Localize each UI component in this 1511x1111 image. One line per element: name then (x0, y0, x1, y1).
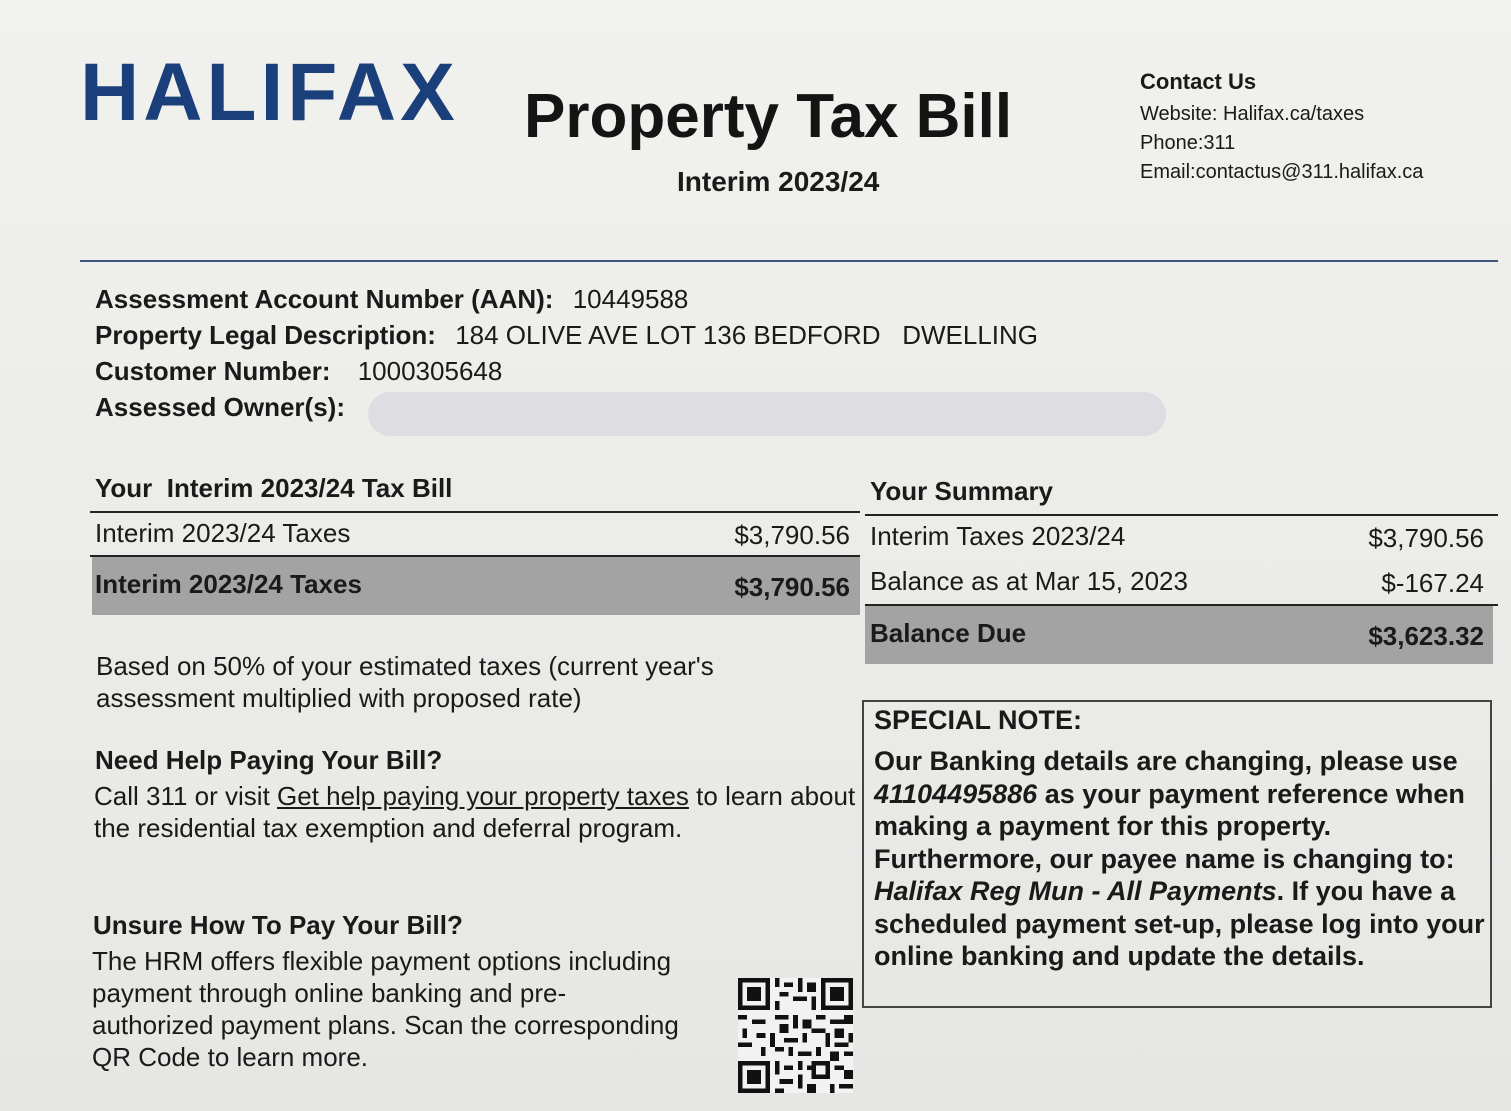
contact-phone: Phone:311 (1140, 132, 1236, 154)
owner-label: Assessed Owner(s): (95, 392, 345, 422)
pay-heading: Unsure How To Pay Your Bill? (93, 910, 463, 940)
summary-top-rule (865, 514, 1498, 516)
special-note-part3: . If you have a scheduled payment set-up, please log into your online banking and update the details. (874, 876, 1485, 971)
header-divider (80, 260, 1498, 262)
customer-number-value: 1000305648 (357, 356, 503, 386)
contact-website: Website: Halifax.ca/taxes (1140, 103, 1365, 125)
redacted-owner-name (368, 392, 1166, 436)
help-text-after: to learn about the residential tax exemption and deferral program. (94, 781, 856, 843)
payment-reference-number: 41104495886 (874, 778, 1038, 809)
customer-number-label: Customer Number: (95, 356, 331, 386)
tax-bill-top-rule (90, 511, 860, 513)
help-text (94, 780, 859, 844)
payee-name: Halifax Reg Mun - All Payments (874, 876, 1277, 906)
owner-row (95, 392, 345, 423)
summary-heading: Your Summary (870, 476, 1054, 506)
halifax-logo: HALIFAX (80, 47, 459, 138)
tax-bill-row-label: Interim 2023/24 Taxes (95, 518, 351, 548)
page-title: Property Tax Bill (524, 82, 1013, 151)
aan-value: 10449588 (572, 284, 689, 314)
legal-description-row (95, 320, 1038, 351)
special-note-heading: SPECIAL NOTE: (874, 705, 1083, 735)
qr-code-icon[interactable] (738, 978, 853, 1093)
aan-row (95, 284, 688, 315)
page-subtitle: Interim 2023/24 (677, 166, 880, 197)
summary-taxes-value: $3,790.56 (1368, 523, 1484, 553)
summary-balance-label: Balance as at Mar 15, 2023 (870, 566, 1188, 596)
special-note-text (874, 745, 1486, 973)
help-heading: Need Help Paying Your Bill? (95, 745, 443, 775)
help-text-before: Call 311 or visit (94, 781, 278, 811)
summary-balance-value: $-167.24 (1381, 568, 1484, 598)
aan-label: Assessment Account Number (AAN): (95, 284, 554, 314)
tax-bill-basis-note: Based on 50% of your estimated taxes (current year's assessment multiplied with proposed rate) (96, 651, 714, 713)
legal-description-value: 184 OLIVE AVE LOT 136 BEDFORD DWELLING (455, 320, 1039, 350)
pay-text: The HRM offers flexible payment options including payment through online banking and pre-authorized payment plans. Scan the corresponding QR Code to learn more. (92, 946, 679, 1072)
legal-description-label: Property Legal Description: (95, 320, 436, 350)
get-help-link[interactable]: Get help paying your property taxes (277, 781, 689, 811)
contact-email: Email:contactus@311.halifax.ca (1140, 161, 1424, 183)
summary-taxes-label: Interim Taxes 2023/24 (870, 521, 1126, 551)
balance-due-value: $3,623.32 (1368, 621, 1484, 651)
special-note-part2: as your payment reference when making a payment for this property. Furthermore, our payee name is changing to: (874, 778, 1465, 874)
tax-bill-total-value: $3,790.56 (734, 572, 850, 602)
tax-bill-heading: Your Interim 2023/24 Tax Bill (95, 473, 453, 503)
balance-due-label: Balance Due (870, 618, 1027, 648)
tax-bill-row-value: $3,790.56 (734, 520, 850, 550)
customer-number-row (95, 356, 502, 387)
tax-bill-total-label: Interim 2023/24 Taxes (95, 569, 362, 599)
special-note-part1: Our Banking details are changing, please use (874, 746, 1458, 776)
contact-heading: Contact Us (1140, 69, 1257, 94)
